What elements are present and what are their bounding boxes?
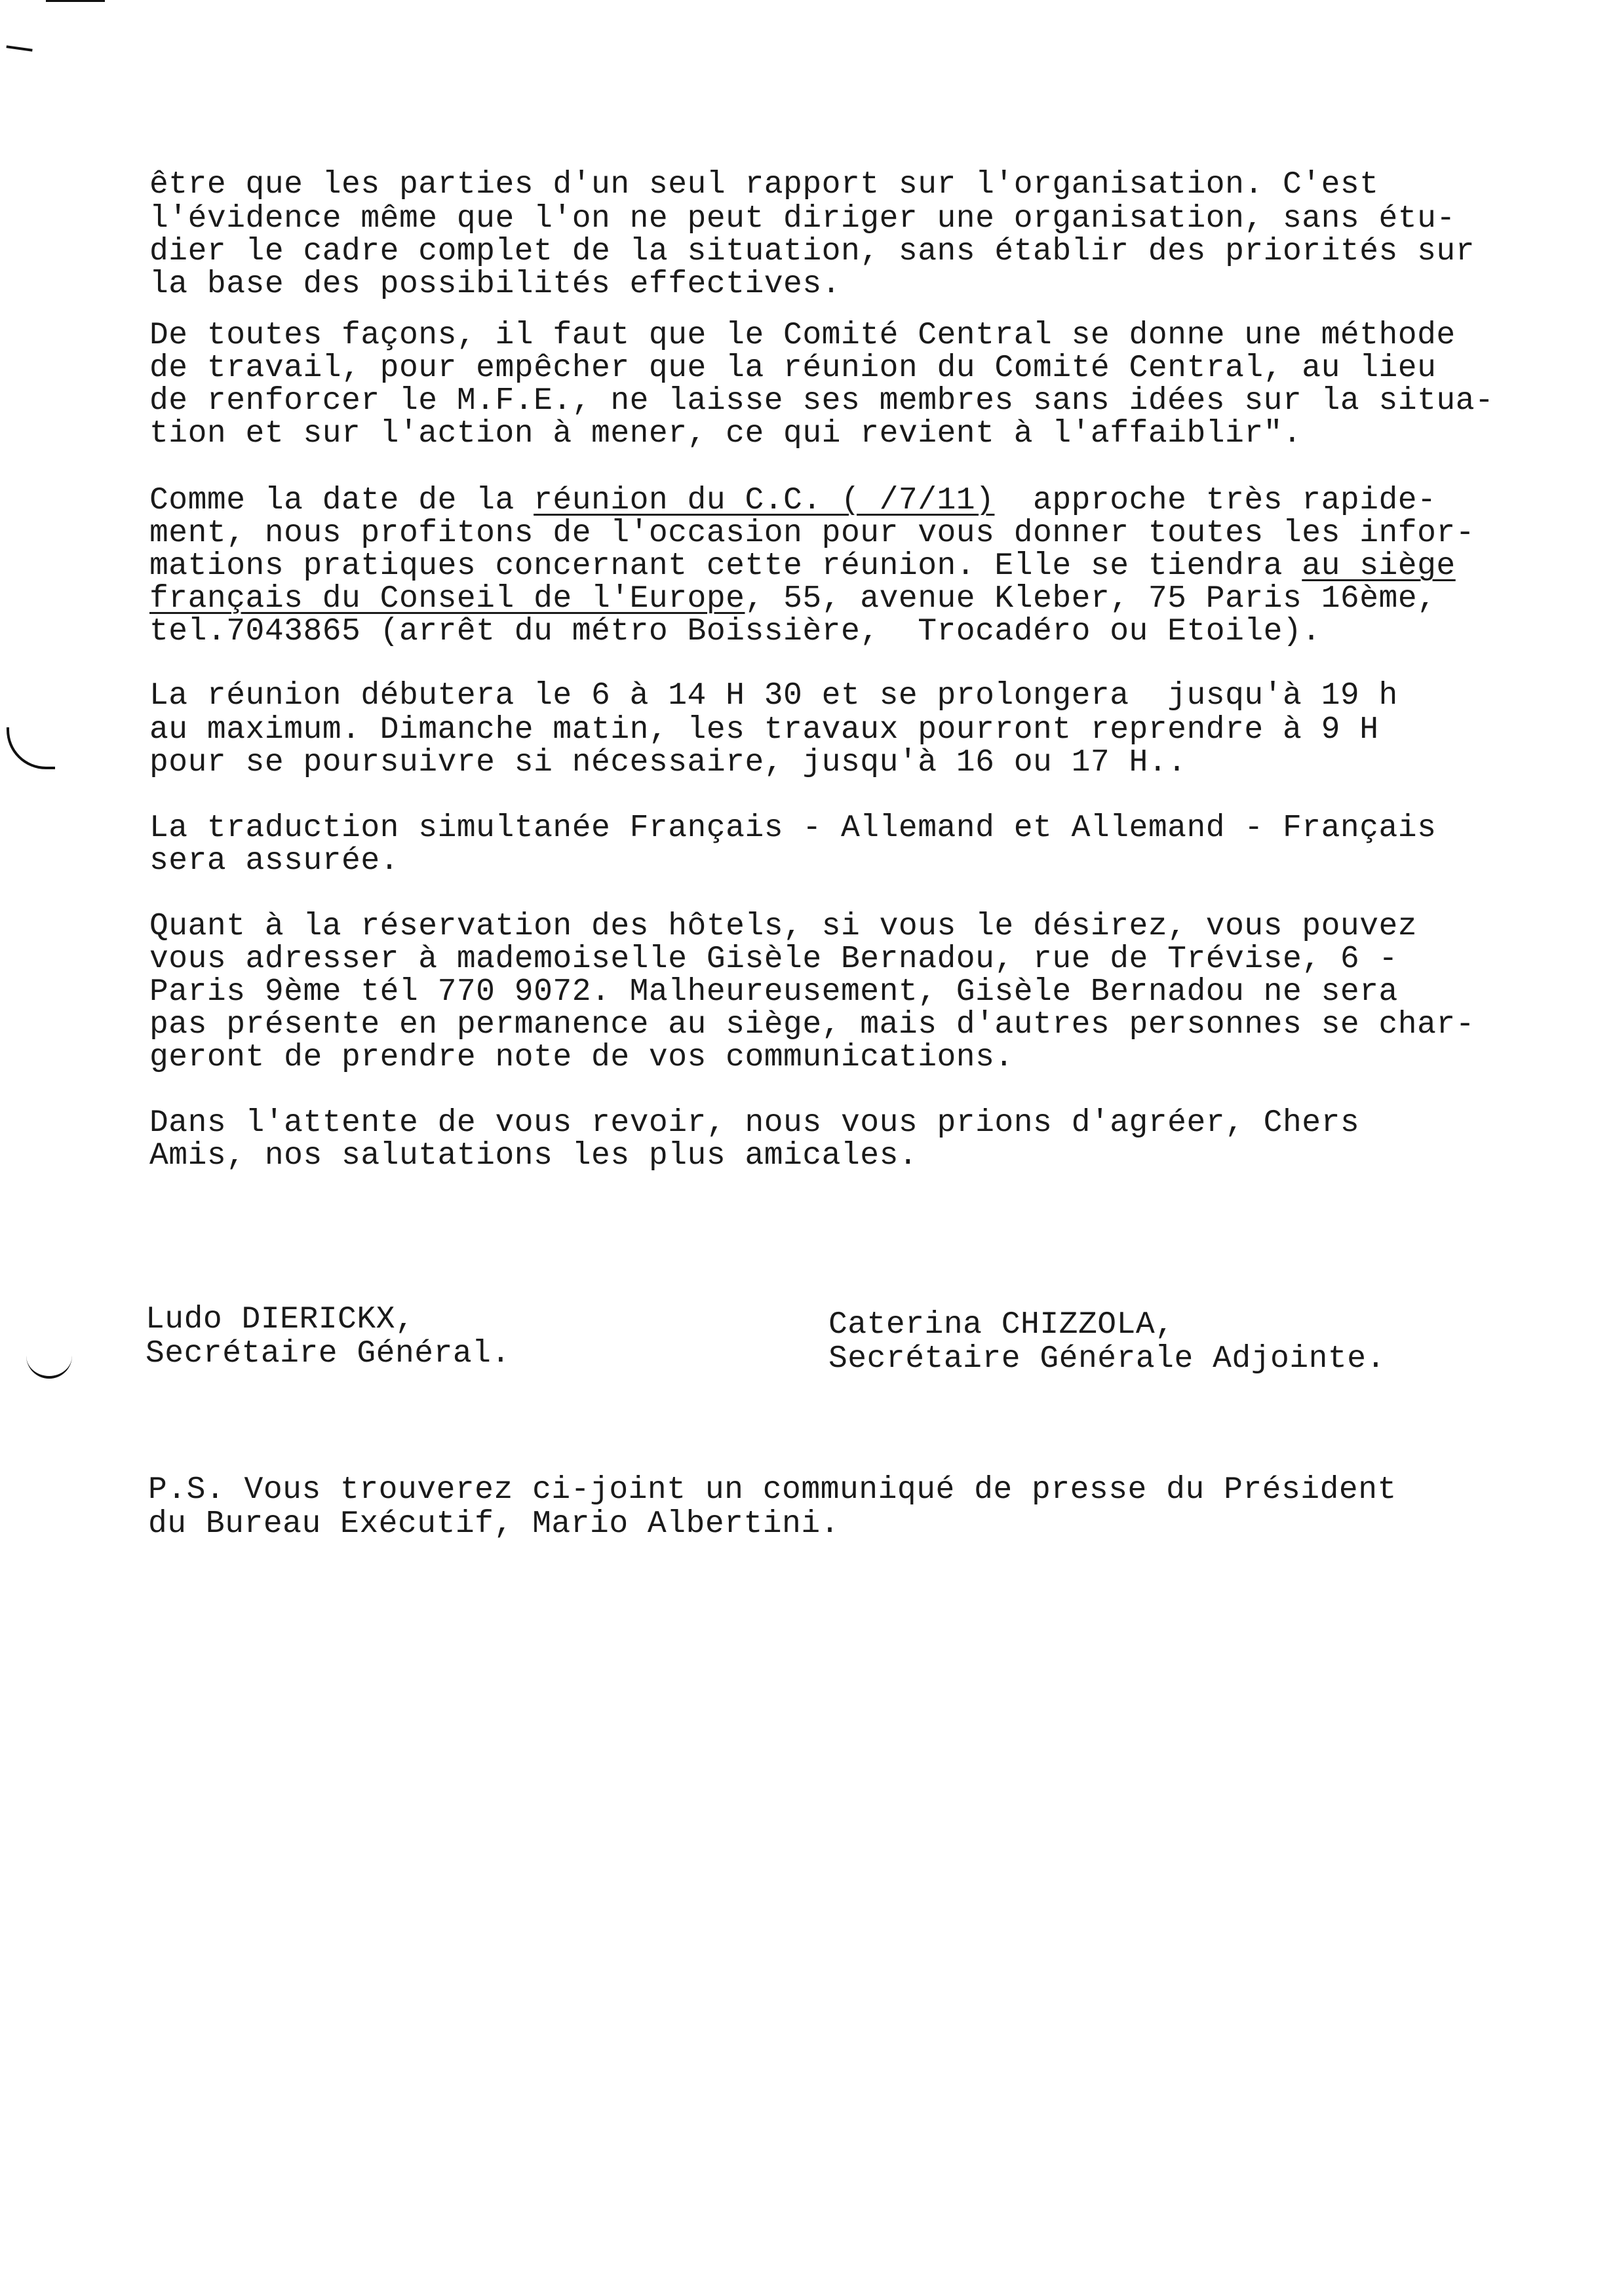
paragraph-3-line-3-pre: mations pratiques concernant cette réunion. Elle se tiendra (149, 548, 1302, 584)
scan-mark-left-1 (7, 727, 55, 769)
paragraph-7-line-1: Dans l'attente de vous revoir, nous vous prions d'agréer, Chers (149, 1105, 1360, 1141)
signature-left-title: Secrétaire Général. (146, 1336, 511, 1371)
meeting-date-underlined: réunion du C.C. ( /7/11) (534, 483, 995, 518)
paragraph-4-line-2: au maximum. Dimanche matin, les travaux pourront reprendre à 9 H (149, 712, 1379, 748)
postscript-line-1: P.S. Vous trouverez ci-joint un communiqué de presse du Président (148, 1472, 1397, 1508)
venue-underlined-part-2: français du Conseil de l'Europe (149, 581, 745, 617)
signature-right-name: Caterina CHIZZOLA, (828, 1307, 1175, 1343)
signature-left-name: Ludo DIERICKX, (146, 1302, 415, 1337)
paragraph-7-line-2: Amis, nos salutations les plus amicales. (149, 1138, 918, 1174)
paragraph-3-line-2: ment, nous profitons de l'occasion pour vous donner toutes les infor- (149, 516, 1475, 551)
paragraph-5-line-1: La traduction simultanée Français - Allemand et Allemand - Français (149, 811, 1437, 846)
paragraph-6-line-1: Quant à la réservation des hôtels, si vous le désirez, vous pouvez (149, 909, 1418, 944)
paragraph-2-line-3: de renforcer le M.F.E., ne laisse ses membres sans idées sur la situa- (149, 383, 1494, 419)
venue-underlined-part-1: au siège (1302, 548, 1456, 584)
paragraph-5-line-2: sera assurée. (149, 843, 399, 879)
paragraph-1-line-4: la base des possibilités effectives. (149, 267, 841, 302)
scan-mark-corner (6, 41, 33, 51)
paragraph-3-line-4-post: , 55, avenue Kleber, 75 Paris 16ème, (745, 581, 1437, 617)
paragraph-6-line-4: pas présente en permanence au siège, mais d'autres personnes se char- (149, 1007, 1475, 1043)
paragraph-1-line-3: dier le cadre complet de la situation, sans établir des priorités sur (149, 234, 1475, 269)
paragraph-3-line-1-pre: Comme la date de la (149, 483, 534, 518)
scan-mark-left-2 (26, 1337, 72, 1379)
paragraph-2-line-1: De toutes façons, il faut que le Comité Central se donne une méthode (149, 318, 1456, 353)
postscript-line-2: du Bureau Exécutif, Mario Albertini. (148, 1506, 840, 1542)
paragraph-3-line-1-post: approche très rapide- (994, 483, 1437, 518)
paragraph-1-line-2: l'évidence même que l'on ne peut diriger une organisation, sans étu- (149, 201, 1456, 237)
signature-right-title: Secrétaire Générale Adjointe. (828, 1341, 1386, 1377)
paragraph-3-line-4 (149, 583, 1436, 615)
scan-mark-top (46, 0, 105, 2)
paragraph-2-line-4: tion et sur l'action à mener, ce qui revient à l'affaiblir". (149, 416, 1302, 451)
paragraph-3-line-3 (149, 550, 1456, 582)
paragraph-4-line-1: La réunion débutera le 6 à 14 H 30 et se prolongera jusqu'à 19 h (149, 678, 1398, 714)
paragraph-6-line-5: geront de prendre note de vos communications. (149, 1040, 1014, 1075)
paragraph-6-line-2: vous adresser à mademoiselle Gisèle Bernadou, rue de Trévise, 6 - (149, 942, 1398, 977)
paragraph-2-line-2: de travail, pour empêcher que la réunion du Comité Central, au lieu (149, 351, 1437, 386)
paragraph-3-line-1 (149, 485, 1436, 516)
paragraph-6-line-3: Paris 9ème tél 770 9072. Malheureusement, Gisèle Bernadou ne sera (149, 974, 1398, 1010)
paragraph-1-line-1: être que les parties d'un seul rapport sur l'organisation. C'est (149, 167, 1379, 202)
paragraph-3-line-5: tel.7043865 (arrêt du métro Boissière, Trocadéro ou Etoile). (149, 614, 1321, 649)
paragraph-4-line-3: pour se poursuivre si nécessaire, jusqu'à 16 ou 17 H.. (149, 745, 1187, 780)
